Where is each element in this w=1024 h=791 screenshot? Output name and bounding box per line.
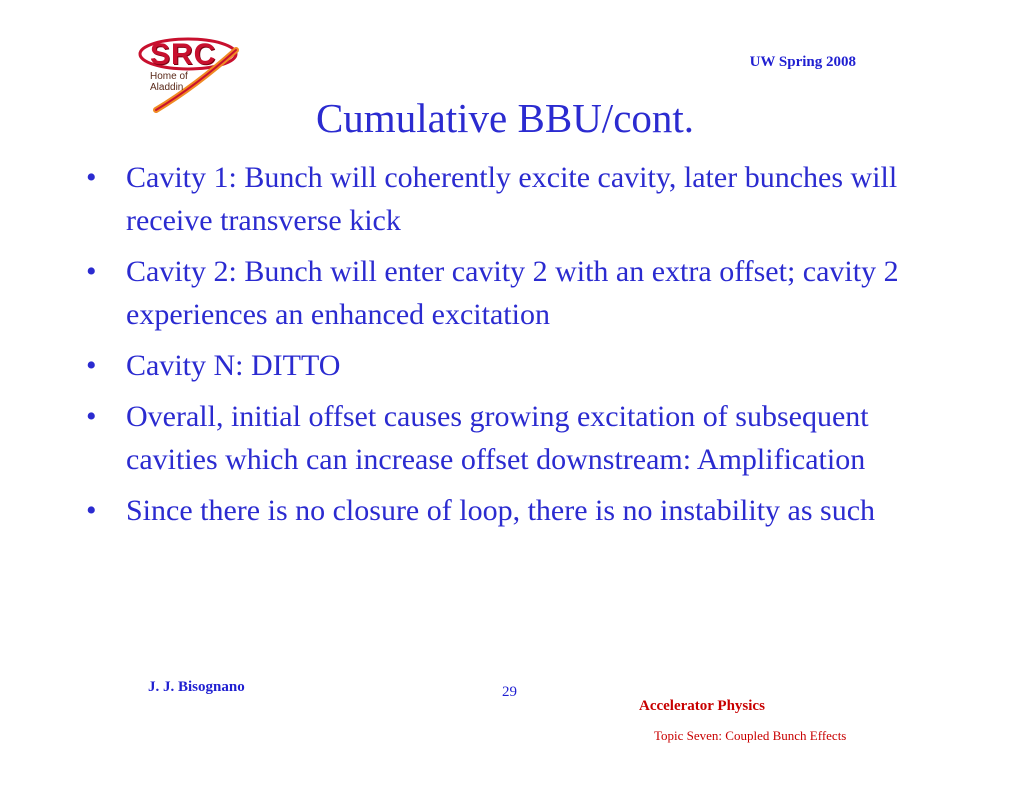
bullet-text: Since there is no closure of loop, there is no instability as such	[126, 494, 876, 527]
logo-tagline: Home of Aladdin	[150, 71, 188, 93]
footer-topic: Topic Seven: Coupled Bunch Effects	[654, 728, 847, 743]
bullet-item	[84, 250, 944, 336]
bullet-item	[84, 489, 944, 532]
footer-author: J. J. Bisognano	[148, 679, 245, 695]
bullet-dot-icon: •	[86, 161, 97, 194]
bullet-text: Cavity 1: Bunch will coherently excite cavity, later bunches will receive transverse kick	[126, 161, 898, 237]
logo-text: SRC	[150, 38, 217, 71]
bullet-text: Cavity 2: Bunch will enter cavity 2 with an extra offset; cavity 2 experiences an enhanced excitation	[126, 255, 899, 331]
bullet-list	[84, 156, 944, 540]
bullet-item	[84, 395, 944, 481]
footer-page-number: 29	[502, 684, 517, 700]
footer-course: Accelerator Physics	[639, 698, 765, 714]
bullet-item	[84, 156, 944, 242]
bullet-text: Overall, initial offset causes growing excitation of subsequent cavities which can increase offset downstream: Amplification	[126, 400, 869, 476]
bullet-dot-icon: •	[86, 255, 97, 288]
course-term: UW Spring 2008	[749, 54, 856, 70]
bullet-dot-icon: •	[86, 349, 97, 382]
bullet-dot-icon: •	[86, 400, 97, 433]
bullet-dot-icon: •	[86, 494, 97, 527]
bullet-text: Cavity N: DITTO	[126, 349, 341, 382]
bullet-item	[84, 344, 944, 387]
slide-title: Cumulative BBU/cont.	[315, 95, 695, 141]
